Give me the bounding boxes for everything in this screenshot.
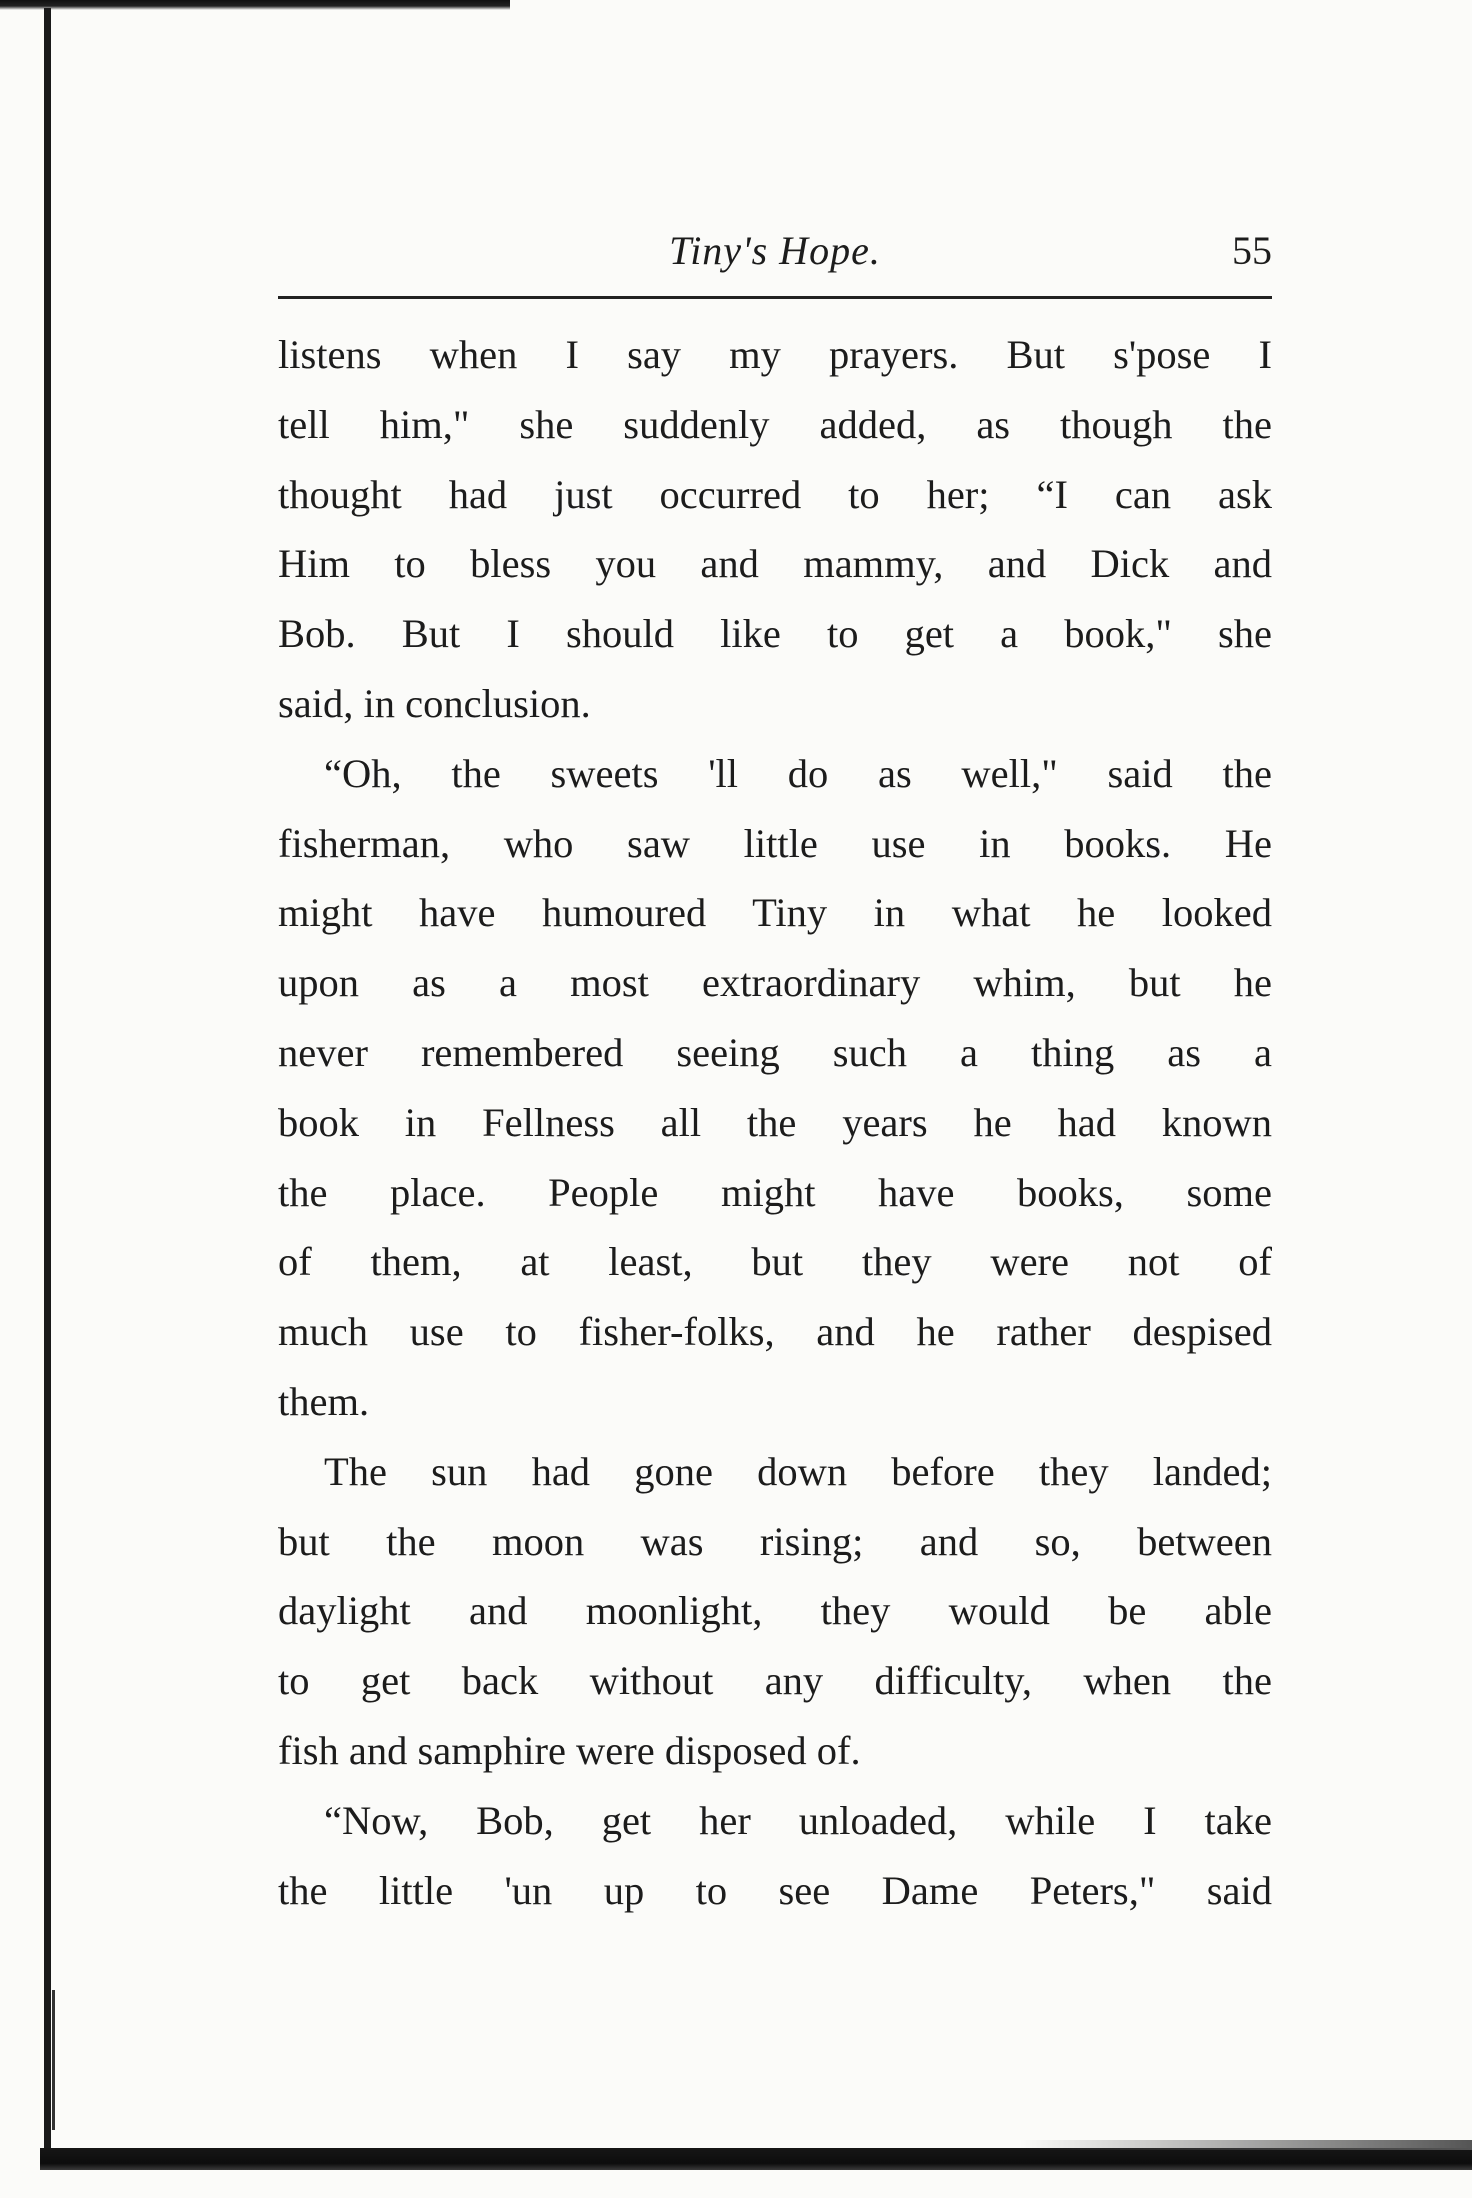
scan-bottom-edge — [40, 2148, 1472, 2170]
scan-top-edge — [0, 0, 510, 10]
paragraph — [278, 739, 1272, 1437]
text-line: The sun had gone down before they landed; — [324, 1448, 1272, 1494]
text-line: them. — [278, 1378, 370, 1424]
text-line: much use to fisher-folks, and he rather despised — [278, 1309, 1272, 1355]
text-line: Bob. But I should like to get a book," she — [278, 611, 1272, 657]
text-line: the little 'un up to see Dame Peters," said — [278, 1867, 1272, 1913]
text-line: daylight and moonlight, they would be able — [278, 1588, 1272, 1634]
paragraph — [278, 1786, 1272, 1926]
text-line: the place. People might have books, some — [278, 1169, 1272, 1215]
scan-binding-shadow — [52, 1990, 55, 2130]
paragraph — [278, 320, 1272, 739]
body-text — [278, 320, 1272, 1925]
text-line: upon as a most extraordinary whim, but he — [278, 960, 1272, 1006]
text-line: fish and samphire were disposed of. — [278, 1727, 861, 1773]
text-line: to get back without any difficulty, when the — [278, 1658, 1272, 1704]
running-head — [278, 222, 1272, 280]
scan-bottom-fade — [1020, 2140, 1472, 2150]
running-title: Tiny's Hope. — [669, 228, 881, 273]
text-line: Him to bless you and mammy, and Dick and — [278, 541, 1272, 587]
text-line: never remembered seeing such a thing as a — [278, 1029, 1272, 1075]
text-line: thought had just occurred to her; “I can ask — [278, 471, 1272, 517]
text-line: “Now, Bob, get her unloaded, while I take — [324, 1797, 1272, 1843]
text-line: said, in conclusion. — [278, 680, 591, 726]
text-line: book in Fellness all the years he had known — [278, 1099, 1272, 1145]
scan-binding-edge — [44, 8, 51, 2158]
page-number: 55 — [1232, 228, 1272, 273]
text-line: but the moon was rising; and so, between — [278, 1518, 1272, 1564]
text-line: “Oh, the sweets 'll do as well," said the — [324, 750, 1272, 796]
text-line: might have humoured Tiny in what he looked — [278, 890, 1272, 936]
text-line: tell him," she suddenly added, as though the — [278, 401, 1272, 447]
text-line: listens when I say my prayers. But s'pose I — [278, 332, 1272, 377]
text-line: fisherman, who saw little use in books. He — [278, 820, 1272, 866]
paragraph — [278, 1437, 1272, 1786]
text-line: of them, at least, but they were not of — [278, 1239, 1272, 1285]
header-rule — [278, 296, 1272, 299]
